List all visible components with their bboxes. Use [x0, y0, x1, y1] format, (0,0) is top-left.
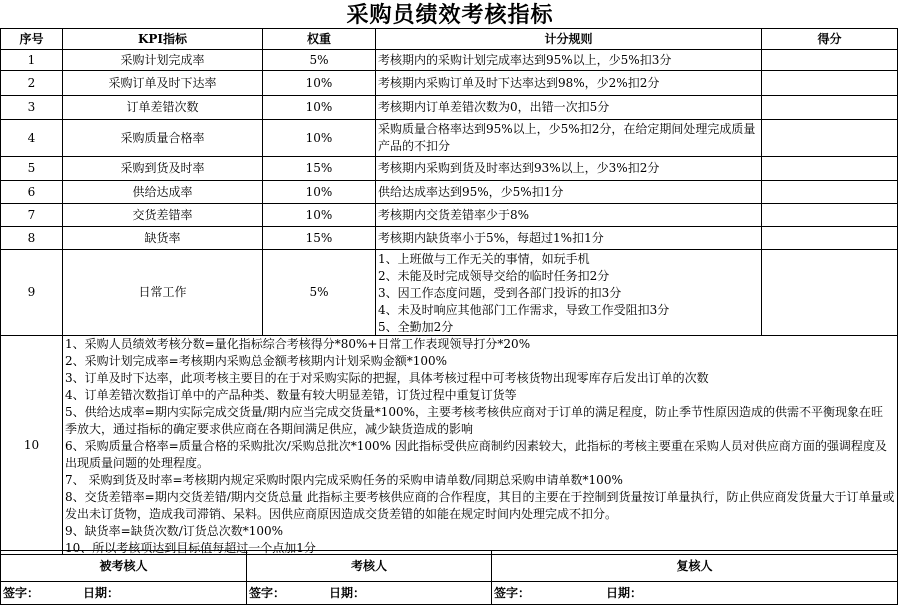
row-seq: 7: [1, 204, 63, 227]
reviewer-heading: 复核人: [492, 551, 898, 582]
note-line: 8、交货差错率=期内交货差错/期内交货总量 此指标主要考核供应商的合作程度，其目的主要在于控制到货量按订单量执行，防止供应商发货量大于订单量或发出未订货物，造成我司滞销、呆料。因供应商原因造成交货差错的如能在规定时间内处理完成不扣分。: [65, 490, 895, 521]
header-seq: 序号: [1, 29, 63, 50]
row-seq: 1: [1, 50, 63, 71]
page-title: 采购员绩效考核指标: [346, 2, 554, 28]
table-row: [1, 250, 898, 336]
table-row: [1, 181, 898, 204]
date-label: 日期：: [329, 585, 366, 600]
row-score-cell[interactable]: [762, 96, 898, 120]
row-seq: 10: [1, 336, 63, 555]
row-weight: 5%: [263, 250, 376, 336]
row-seq: 5: [1, 157, 63, 181]
row-weight: 10%: [263, 120, 376, 157]
signature-table: [0, 550, 898, 605]
row-weight: 15%: [263, 157, 376, 181]
rule-line: 1、上班做与工作无关的事情，如玩手机: [378, 252, 590, 266]
header-rule: 计分规则: [376, 29, 762, 50]
row-weight: 10%: [263, 204, 376, 227]
row-kpi: 采购质量合格率: [63, 120, 263, 157]
rule-line: 4、未及时响应其他部门工作需求，导致工作受阻扣3分: [378, 303, 670, 317]
note-line: 1、采购人员绩效考核分数=量化指标综合考核得分*80%+日常工作表现领导打分*20%: [65, 337, 531, 351]
row-weight: 10%: [263, 181, 376, 204]
row-kpi: 日常工作: [63, 250, 263, 336]
row-seq: 4: [1, 120, 63, 157]
note-line: 6、采购质量合格率=质量合格的采购批次/采购总批次*100% 因此指标受供应商制约因素较大，此指标的考核主要重在采购人员对供应商方面的强调程度及出现质量问题的处理程度。: [65, 439, 887, 470]
date-label: 日期：: [83, 585, 120, 600]
examinee-heading: 被考核人: [1, 551, 247, 582]
examinee-sign-cell[interactable]: [1, 582, 247, 605]
row-weight: 10%: [263, 96, 376, 120]
note-line: 3、订单及时下达率，此项考核主要目的在于对采购实际的把握，具体考核过程中可考核货物出现零库存后发出订单的次数: [65, 371, 709, 385]
table-row: [1, 96, 898, 120]
table-row: [1, 204, 898, 227]
row-score-cell[interactable]: [762, 50, 898, 71]
row-weight: 10%: [263, 71, 376, 96]
table-row: [1, 227, 898, 250]
row-seq: 8: [1, 227, 63, 250]
row-rule: 考核期内缺货率小于5%，每超过1%扣1分: [376, 227, 762, 250]
rule-line: 5、全勤加2分: [378, 320, 454, 334]
row-rule: 考核期内的采购计划完成率达到95%以上，少5%扣3分: [376, 50, 762, 71]
notes-row: [1, 336, 898, 555]
row-kpi: 采购计划完成率: [63, 50, 263, 71]
table-row: [1, 120, 898, 157]
row-kpi: 订单差错次数: [63, 96, 263, 120]
row-seq: 3: [1, 96, 63, 120]
row-score-cell[interactable]: [762, 120, 898, 157]
note-line: 4、订单差错次数指订单中的产品种类、数量有较大明显差错，订货过程中重复订货等: [65, 388, 517, 402]
row-kpi: 供给达成率: [63, 181, 263, 204]
row-seq: 9: [1, 250, 63, 336]
note-line: 2、采购计划完成率=考核期内采购总金额考核期内计划采购金额*100%: [65, 354, 447, 368]
row-rule: 供给达成率达到95%，少5%扣1分: [376, 181, 762, 204]
row-weight: 5%: [263, 50, 376, 71]
row-kpi: 采购到货及时率: [63, 157, 263, 181]
sign-label: 签字：: [249, 585, 286, 600]
examiner-sign-cell[interactable]: [247, 582, 492, 605]
row-seq: 6: [1, 181, 63, 204]
row-score-cell[interactable]: [762, 181, 898, 204]
note-line: 9、缺货率=缺货次数/订货总次数*100%: [65, 524, 284, 538]
rule-line: 2、未能及时完成领导交给的临时任务扣2分: [378, 269, 610, 283]
row-score-cell[interactable]: [762, 227, 898, 250]
row-kpi: 缺货率: [63, 227, 263, 250]
rule-line: 3、因工作态度问题，受到各部门投诉的扣3分: [378, 286, 622, 300]
row-kpi: 交货差错率: [63, 204, 263, 227]
table-row: [1, 50, 898, 71]
reviewer-sign-cell[interactable]: [492, 582, 898, 605]
sign-label: 签字：: [494, 585, 531, 600]
note-line: 10、所以考核项达到目标值每超过一个点加1分: [65, 541, 316, 554]
row-kpi: 采购订单及时下达率: [63, 71, 263, 96]
date-label: 日期：: [606, 585, 643, 600]
row-score-cell[interactable]: [762, 71, 898, 96]
row-rule: [376, 250, 762, 336]
kpi-table: [0, 28, 898, 555]
examiner-heading: 考核人: [247, 551, 492, 582]
note-line: 7、 采购到货及时率=考核期内规定采购时限内完成采购任务的采购申请单数/同期总采购申请单数*100%: [65, 473, 623, 487]
row-rule: 考核期内采购到货及时率达到93%以上，少3%扣2分: [376, 157, 762, 181]
sign-label: 签字：: [3, 585, 40, 600]
row-rule: 采购质量合格率达到95%以上，少5%扣2分，在给定期间处理完成质量产品的不扣分: [376, 120, 762, 157]
row-rule: 考核期内交货差错率少于8%: [376, 204, 762, 227]
notes-cell: [63, 336, 898, 555]
header-weight: 权重: [263, 29, 376, 50]
row-rule: 考核期内采购订单及时下达率达到98%，少2%扣2分: [376, 71, 762, 96]
row-rule: 考核期内订单差错次数为0，出错一次扣5分: [376, 96, 762, 120]
row-score-cell[interactable]: [762, 204, 898, 227]
row-score-cell[interactable]: [762, 250, 898, 336]
header-row: [1, 29, 898, 50]
row-score-cell[interactable]: [762, 157, 898, 181]
table-row: [1, 157, 898, 181]
note-line: 5、供给达成率=期内实际完成交货量/期内应当完成交货量*100%，主要考核考核供应商对于订单的满足程度，防止季节性原因造成的供需不平衡现象在旺季放大，通过指标的确定要求供应商在各期间满足供应，减少缺货造成的影响: [65, 405, 884, 436]
header-kpi: KPI指标: [63, 29, 263, 50]
row-seq: 2: [1, 71, 63, 96]
row-weight: 15%: [263, 227, 376, 250]
header-score: 得分: [762, 29, 898, 50]
table-row: [1, 71, 898, 96]
